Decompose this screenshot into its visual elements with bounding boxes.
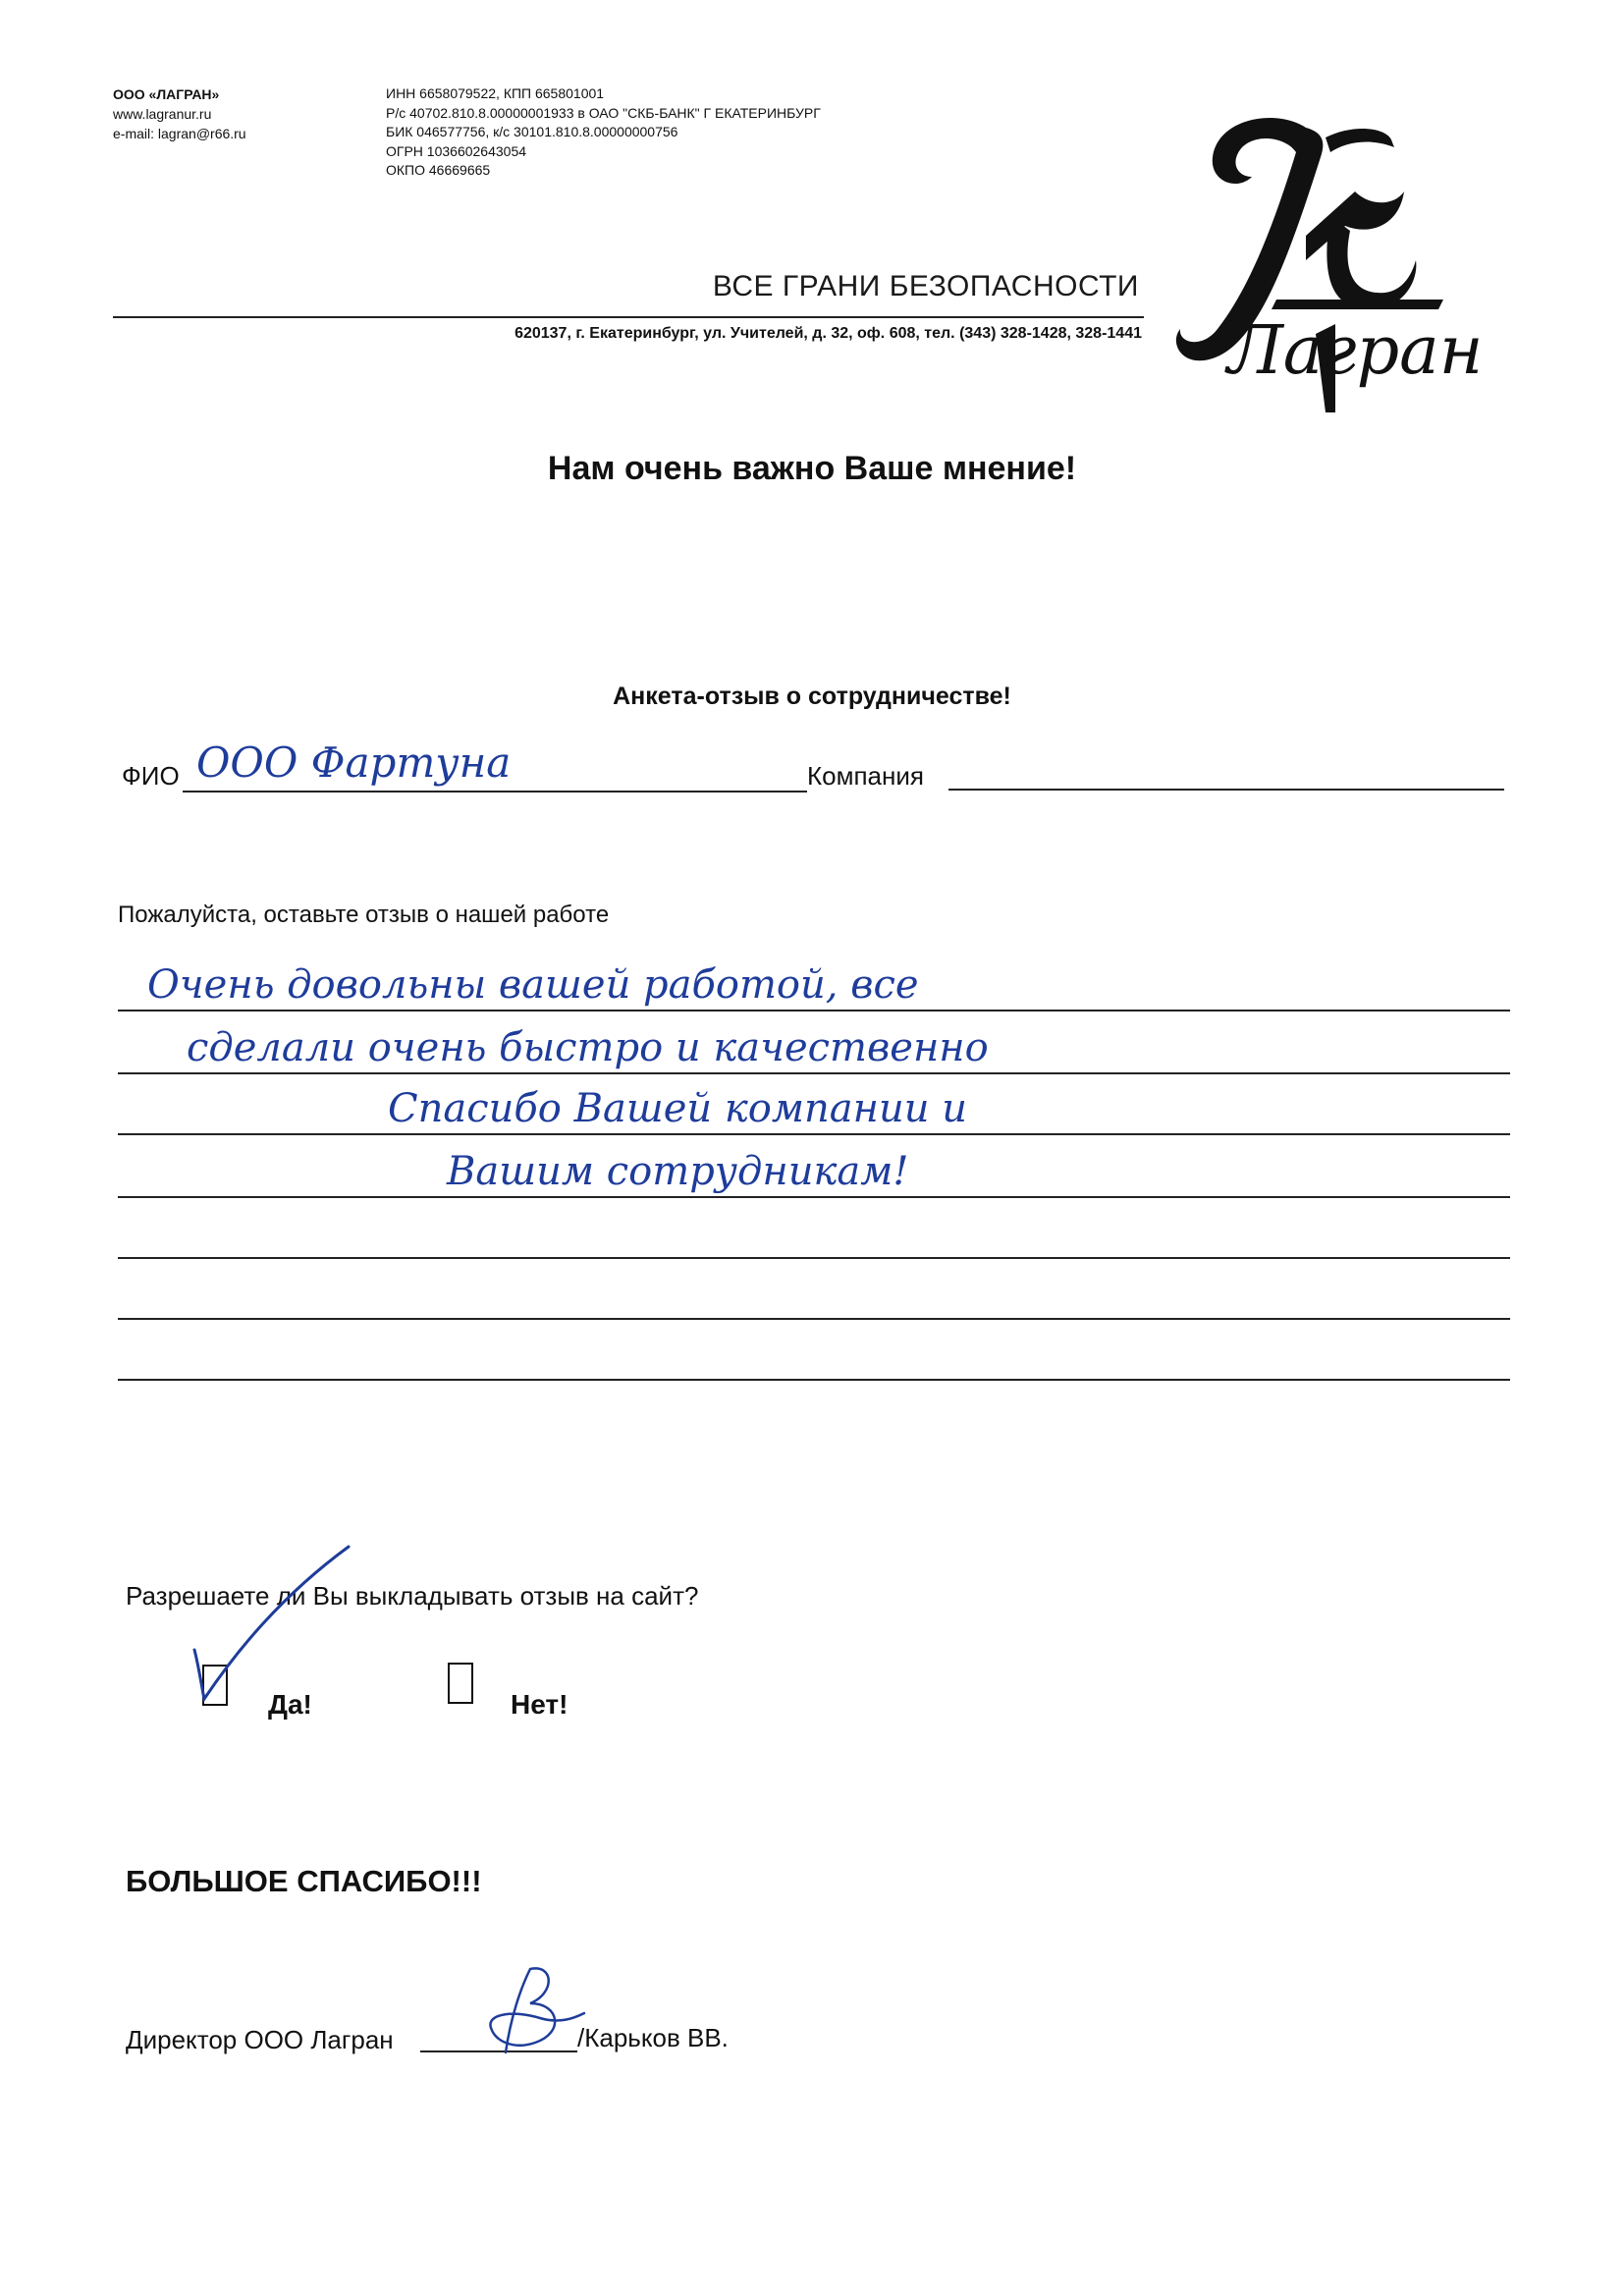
feedback-rule-3 xyxy=(118,1133,1510,1135)
yes-label: Да! xyxy=(268,1689,312,1720)
header-divider xyxy=(113,316,1144,318)
requisite-bik: БИК 046577756, к/с 30101.810.8.00000000756 xyxy=(386,124,678,139)
permission-question: Разрешаете ли Вы выкладывать отзыв на сайт? xyxy=(126,1581,699,1611)
feedback-line-2[interactable]: сделали очень быстро и качественно xyxy=(187,1025,989,1070)
thanks-text: БОЛЬШОЕ СПАСИБО!!! xyxy=(126,1864,482,1898)
requisite-ogrn: ОГРН 1036602643054 xyxy=(386,142,527,159)
form-subtitle: Анкета-отзыв о сотрудничестве! xyxy=(613,683,1011,710)
company-label: Компания xyxy=(807,761,924,791)
feedback-rule-6 xyxy=(118,1318,1510,1320)
requisite-account: Р/с 40702.810.8.00000001933 в ОАО "СКБ-БАНК" Г ЕКАТЕРИНБУРГ xyxy=(386,104,821,121)
feedback-line-1[interactable]: Очень довольны вашей работой, все xyxy=(147,962,919,1008)
feedback-rule-1 xyxy=(118,1010,1510,1011)
logo-wordmark: Лагран xyxy=(1227,312,1484,390)
checkmark-icon xyxy=(187,1542,363,1728)
no-checkbox[interactable] xyxy=(448,1663,473,1704)
director-label: Директор ООО Лагран xyxy=(126,2025,394,2054)
page-title: Нам очень важно Ваше мнение! xyxy=(547,450,1077,487)
feedback-rule-5 xyxy=(118,1257,1510,1259)
feedback-rule-2 xyxy=(118,1072,1510,1074)
company-slogan: ВСЕ ГРАНИ БЕЗОПАСНОСТИ xyxy=(712,270,1139,302)
company-requisites xyxy=(386,84,821,181)
company-address: 620137, г. Екатеринбург, ул. Учителей, д. 32, оф. 608, тел. (343) 328-1428, 328-1441 xyxy=(514,325,1142,342)
fio-label: ФИО xyxy=(122,761,180,791)
company-info xyxy=(113,84,246,143)
feedback-rule-4 xyxy=(118,1196,1510,1198)
company-name: ООО «ЛАГРАН» xyxy=(113,86,220,102)
fio-field[interactable]: ООО Фартуна xyxy=(196,738,512,787)
company-email: e-mail: lagran@r66.ru xyxy=(113,126,246,141)
feedback-line-3[interactable]: Спасибо Вашей компании и xyxy=(388,1086,967,1131)
company-website: www.lagranur.ru xyxy=(113,106,212,122)
fio-underline xyxy=(183,791,807,793)
signature-icon xyxy=(461,1959,599,2077)
director-name: /Карьков ВВ. xyxy=(577,2023,729,2052)
requisite-okpo: ОКПО 46669665 xyxy=(386,162,491,178)
company-underline xyxy=(948,789,1504,791)
feedback-rule-7 xyxy=(118,1379,1510,1381)
requisite-inn: ИНН 6658079522, КПП 665801001 xyxy=(386,85,605,101)
no-label: Нет! xyxy=(511,1689,568,1720)
feedback-prompt: Пожалуйста, оставьте отзыв о нашей работе xyxy=(118,902,610,928)
feedback-line-4[interactable]: Вашим сотрудникам! xyxy=(447,1149,909,1194)
